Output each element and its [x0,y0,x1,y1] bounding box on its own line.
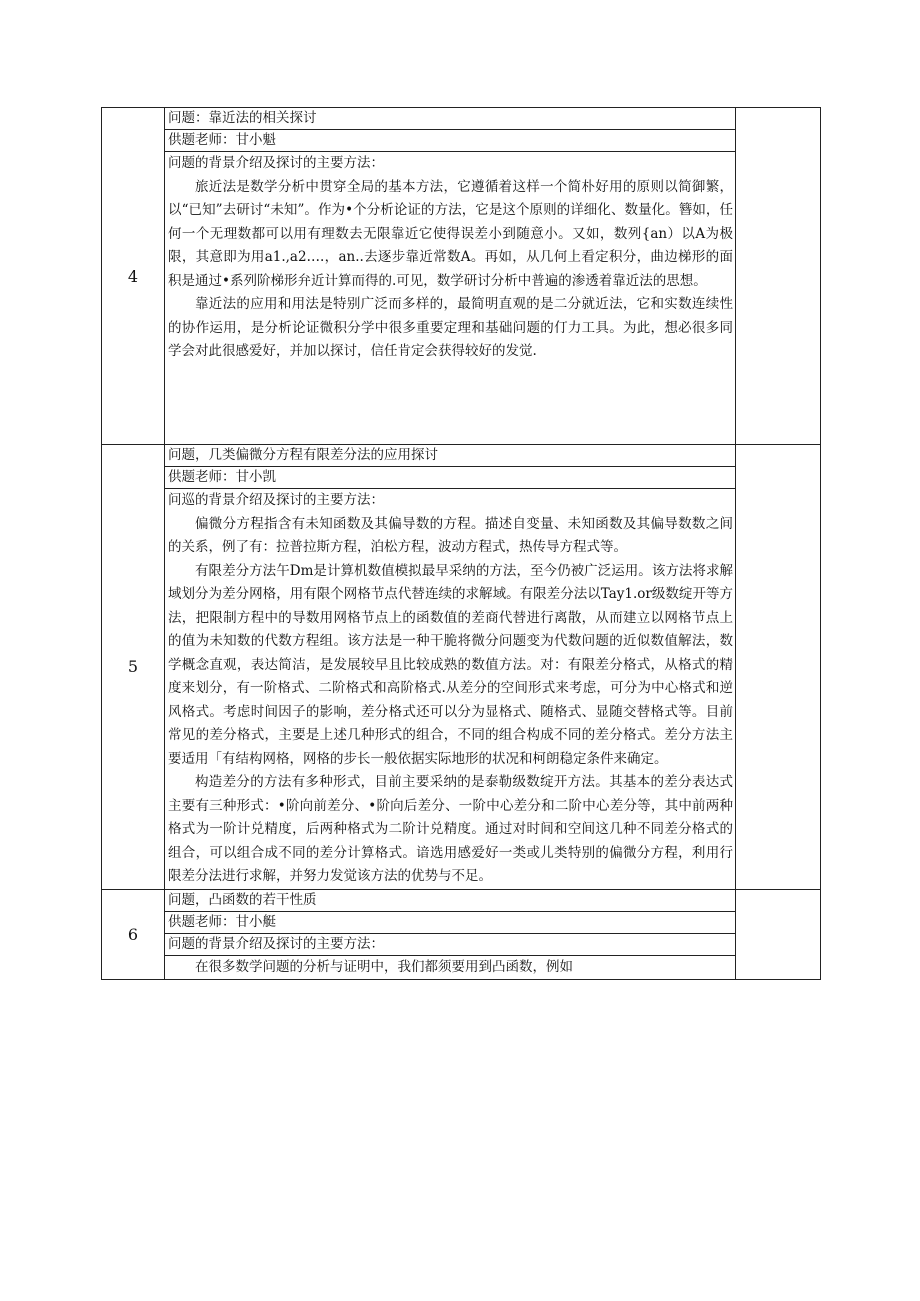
blank-cell [736,108,821,445]
background-heading: 问题的背景介绍及探讨的主要方法： [165,934,735,956]
teacher-name: 供题老师：甘小艇 [165,912,735,934]
blank-cell [736,889,821,980]
background-section [165,956,735,980]
table-row [102,445,821,890]
row-content [165,445,736,890]
background-section [165,152,735,364]
paragraph: 旅近法是数学分析中贯穿全局的基本方法，它遵循着这样一个简朴好用的原则以简御繁，以“已知”去研讨“未知”。作为•个分析论证的方法，它是这个原则的详细化、数量化。簪如，任何一个无理数都可以用有理数去无限靠近它使得误差小到随意小。又如，数列{an）以A为极限，其意即为用a1.,a2….，an..去逐步靠近常数A。再如，从几何上看定积分，曲边梯形的面积是通过•系列阶梯形弁近计算而得的.可见，数学研讨分析中普遍的渗透着靠近法的思想。 [168,178,733,289]
paragraph: 偏微分方程指含有未知函数及其偏导数的方程。描述自变量、未知函数及其偏导数数之间的关系，例了有：拉普拉斯方程，泊松方程，波动方程式，热传导方程式等。 [168,515,733,555]
paragraph: 有限差分方法午Dm是计算机数值模拟最早采纳的方法，至今仍被广泛运用。该方法将求解域划分为差分网格，用有限个网格节点代替连续的求解域。有限差分法以Tay1.or级数绽开等方法，把限制方程中的导数用网格节点上的函数值的差商代替进行离散，从而建立以网格节点上的值为未知数的代数方程组。该方法是一种干脆将微分问题变为代数问题的近似数值解法，数学概念直观，表达简洁，是发展较早且比较成熟的数值方法。对：有限差分格式，从格式的精度来划分，有一阶格式、二阶格式和高阶格式.从差分的空间形式来考虑，可分为中心格式和逆风格式。考虑时间因子的影响，差分格式还可以分为显格式、随格式、显随交替格式等。目前常见的差分格式，主要是上述几种形式的组合，不同的组合构成不同的差分格式。差分方法主要适用「有结构网格，网格的步长一般依据实际地形的状况和柯朗稳定条件来确定。 [168,562,733,767]
paragraph: 靠近法的应用和用法是特别广泛而多样的，最简明直观的是二分就近法，它和实数连续性的协作运用，是分析论证微积分学中很多重要定理和基础问题的仃力工具。为此，想必很多同学会对此很感爱好，并加以探讨，信任肯定会获得较好的发觉. [168,296,733,359]
paragraph: 构造差分的方法有多种形式，目前主要采纳的是泰勒级数绽开方法。其基本的差分表达式主要有三种形式：•阶向前差分、•阶向后差分、一阶中心差分和二阶中心差分等，其中前两种格式为一阶计兑精度，后两种格式为二阶计兑精度。通过对时间和空间这几种不同差分格式的组合，可以组合成不同的差分计算格式。谙选用感爱好一类或儿类特别的偏微分方程，利用行限差分法进行求解，并努力发觉该方法的优势与不足。 [168,774,733,884]
teacher-name: 供题老师：甘小魁 [165,130,735,152]
question-title: 问题，凸函数的若干性质 [165,890,735,912]
background-heading: 问题的背景介绍及探讨的主要方法： [168,155,384,171]
question-title: 问题，几类偏微分方程有限差分法的应用探讨 [165,445,735,467]
background-section [165,489,735,889]
paragraph: 在很多数学问题的分析与证明中，我们都须要用到凸函数，例如 [195,958,573,975]
row-content [165,108,736,445]
table-row [102,108,821,445]
row-number: 5 [102,445,165,890]
question-title: 问题：靠近法的相关探讨 [165,108,735,130]
row-number: 4 [102,108,165,445]
table-row [102,889,821,980]
teacher-name: 供题老师：甘小凯 [165,467,735,489]
topic-table [101,107,821,980]
blank-cell [736,445,821,890]
background-heading: 问巡的背景介绍及探讨的主要方法： [168,492,384,508]
row-number: 6 [102,889,165,980]
row-content [165,889,736,980]
